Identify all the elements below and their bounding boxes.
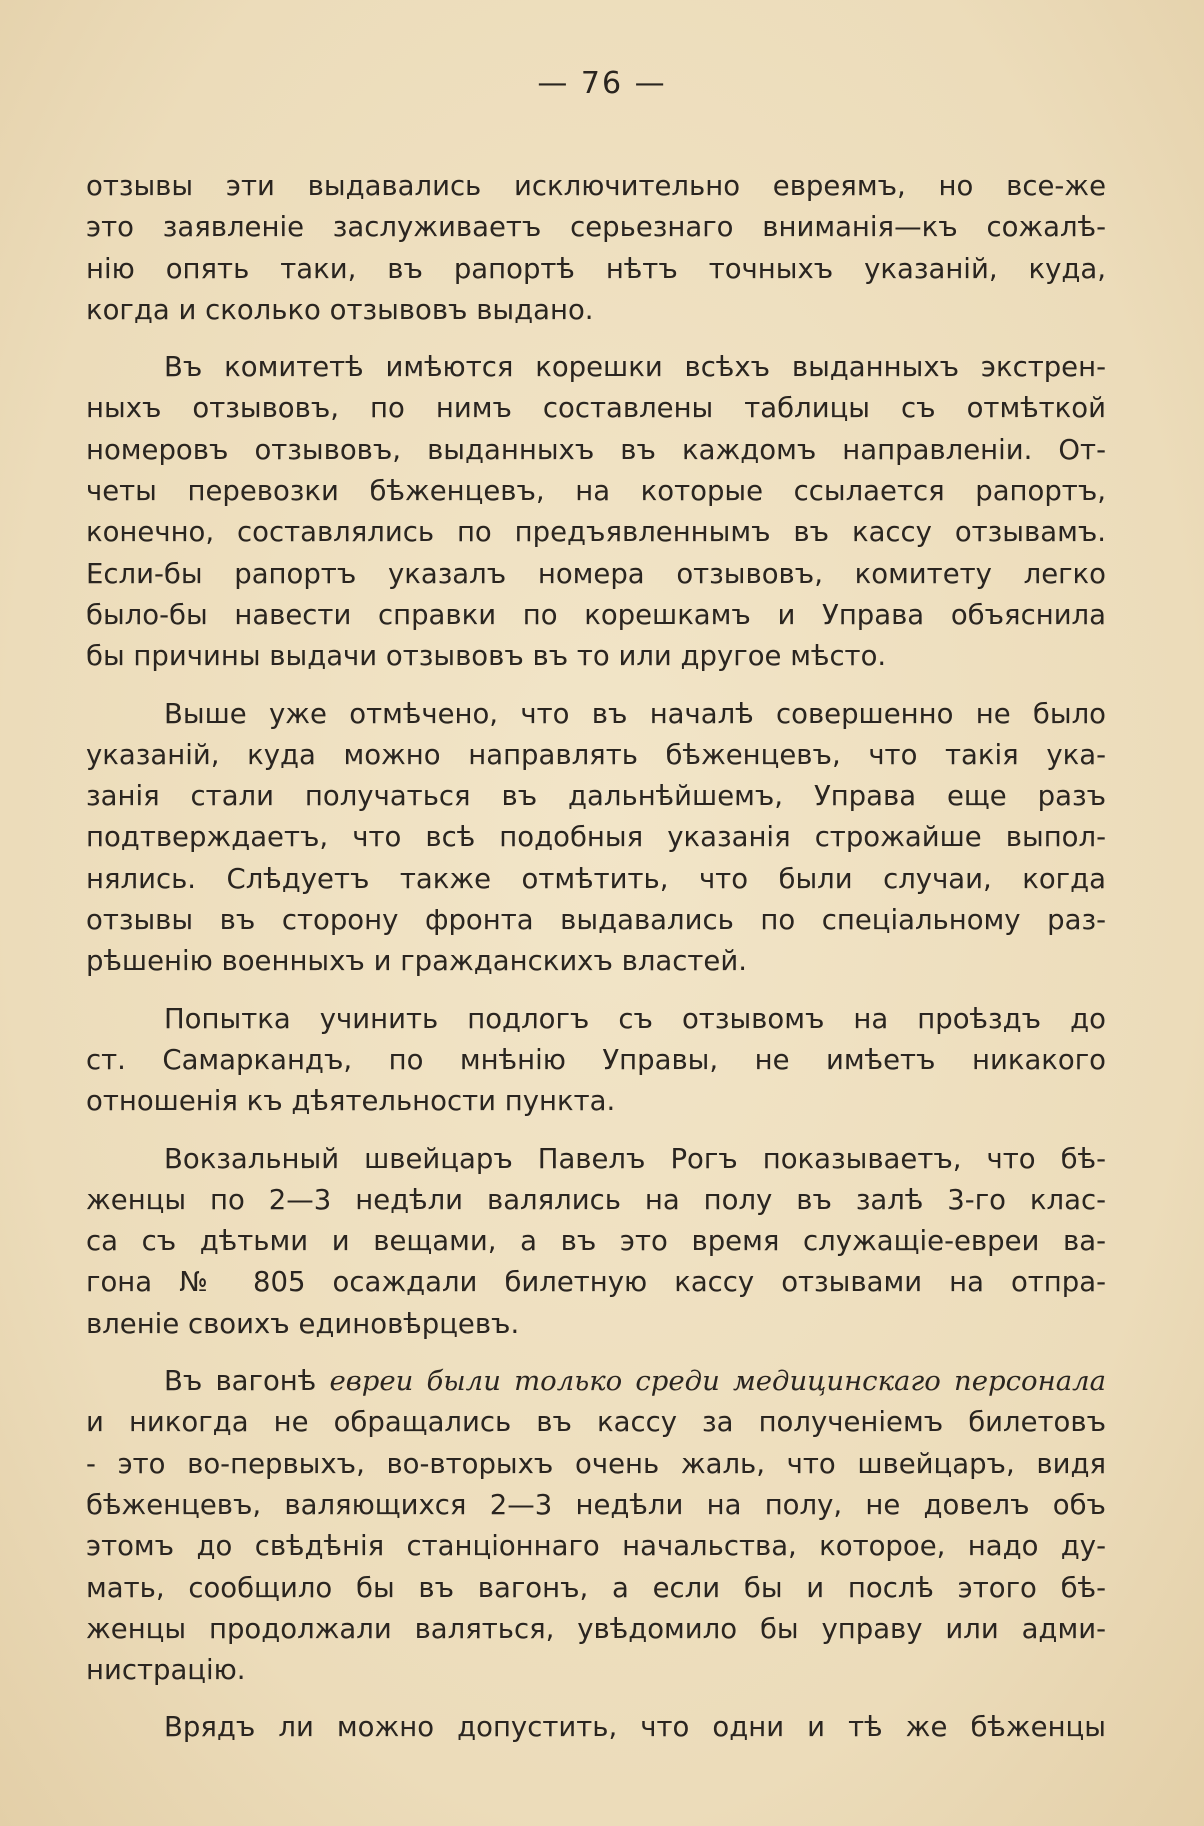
text-line: номеровъ отзывовъ, выданныхъ въ каждомъ направленіи. От- (86, 433, 1106, 466)
page-number: — 76 — (537, 66, 667, 101)
text-line: рѣшенію военныхъ и гражданскихъ властей. (86, 945, 747, 978)
text-line: подтверждаетъ, что всѣ подобныя указанія строжайше выпол- (86, 821, 1106, 854)
text-line: отзывы эти выдавались исключительно евреямъ, но все-же (86, 170, 1106, 202)
text-line: это заявленіе заслуживаетъ серьезнаго вниманія—къ сожалѣ- (86, 211, 1106, 244)
text-line: отношенія къ дѣятельности пункта. (86, 1085, 616, 1118)
text-line: - это во-первыхъ, во-вторыхъ очень жаль, что швейцаръ, видя (86, 1447, 1106, 1480)
text-line: бы причины выдачи отзывовъ въ то или другое мѣсто. (86, 640, 887, 673)
text-line: ст. Самаркандъ, по мнѣнію Управы, не имѣетъ никакого (86, 1043, 1106, 1076)
text-line: Въ комитетѣ имѣются корешки всѣхъ выданныхъ экстрен- (164, 351, 1106, 384)
text-line (86, 1361, 1106, 1402)
text-line: когда и сколько отзывовъ выдано. (86, 293, 594, 326)
text-line: Попытка учинить подлогъ съ отзывомъ на проѣздъ до (164, 1002, 1106, 1035)
paragraph (86, 1361, 1106, 1691)
text-line: указаній, куда можно направлять бѣженцевъ, что такія ука- (86, 738, 1106, 771)
text-line: Выше уже отмѣчено, что въ началѣ совершенно не было (164, 697, 1106, 730)
body-text (86, 166, 1106, 1749)
text-line: Врядъ ли можно допустить, что одни и тѣ же бѣженцы (164, 1711, 1106, 1744)
paragraph (86, 694, 1106, 983)
text-line: Если-бы рапортъ указалъ номера отзывовъ, комитету легко (86, 557, 1106, 590)
paragraph (86, 1707, 1106, 1748)
text-line: са съ дѣтьми и вещами, а въ это время служащіе-евреи ва- (86, 1225, 1106, 1258)
text-line: вленіе своихъ единовѣрцевъ. (86, 1307, 520, 1340)
text-line: отзывы въ сторону фронта выдавались по спеціальному раз- (86, 904, 1106, 937)
text-line: занія стали получаться въ дальнѣйшемъ, Управа еще разъ (86, 780, 1106, 813)
paragraph (86, 999, 1106, 1123)
text-line: этомъ до свѣдѣнія станціоннаго начальства, которое, надо ду- (86, 1530, 1106, 1563)
italic-emphasis: евреи были только среди медицинскаго персонала (329, 1365, 1106, 1398)
text-line: гона № 805 осаждали билетную кассу отзывами на отпра- (86, 1266, 1106, 1299)
paragraph (86, 166, 1106, 331)
text-fragment: Въ вагонѣ (164, 1365, 330, 1398)
text-line: бѣженцевъ, валяющихся 2—3 недѣли на полу, не довелъ объ (86, 1488, 1106, 1521)
text-line: и никогда не обращались въ кассу за полученіемъ билетовъ (86, 1406, 1106, 1439)
text-line: четы перевозки бѣженцевъ, на которые ссылается рапортъ, (86, 475, 1106, 508)
text-line: нистрацію. (86, 1654, 246, 1687)
text-line: нялись. Слѣдуетъ также отмѣтить, что были случаи, когда (86, 862, 1106, 895)
text-line: мать, сообщило бы въ вагонъ, а если бы и послѣ этого бѣ- (86, 1571, 1106, 1604)
text-line: нію опять таки, въ рапортѣ нѣтъ точныхъ указаній, куда, (86, 252, 1106, 285)
text-line: Вокзальный швейцаръ Павелъ Рогъ показываетъ, что бѣ- (164, 1142, 1106, 1175)
text-line: было-бы навести справки по корешкамъ и Управа объяснила (86, 598, 1106, 631)
text-line: женцы продолжали валяться, увѣдомило бы управу или адми- (86, 1612, 1106, 1645)
text-line: конечно, составлялись по предъявленнымъ въ кассу отзывамъ. (86, 516, 1106, 549)
paragraph (86, 347, 1106, 677)
text-line: ныхъ отзывовъ, по нимъ составлены таблицы съ отмѣткой (86, 392, 1106, 425)
text-line: женцы по 2—3 недѣли валялись на полу въ залѣ 3-го клас- (86, 1183, 1106, 1216)
paragraph (86, 1139, 1106, 1345)
